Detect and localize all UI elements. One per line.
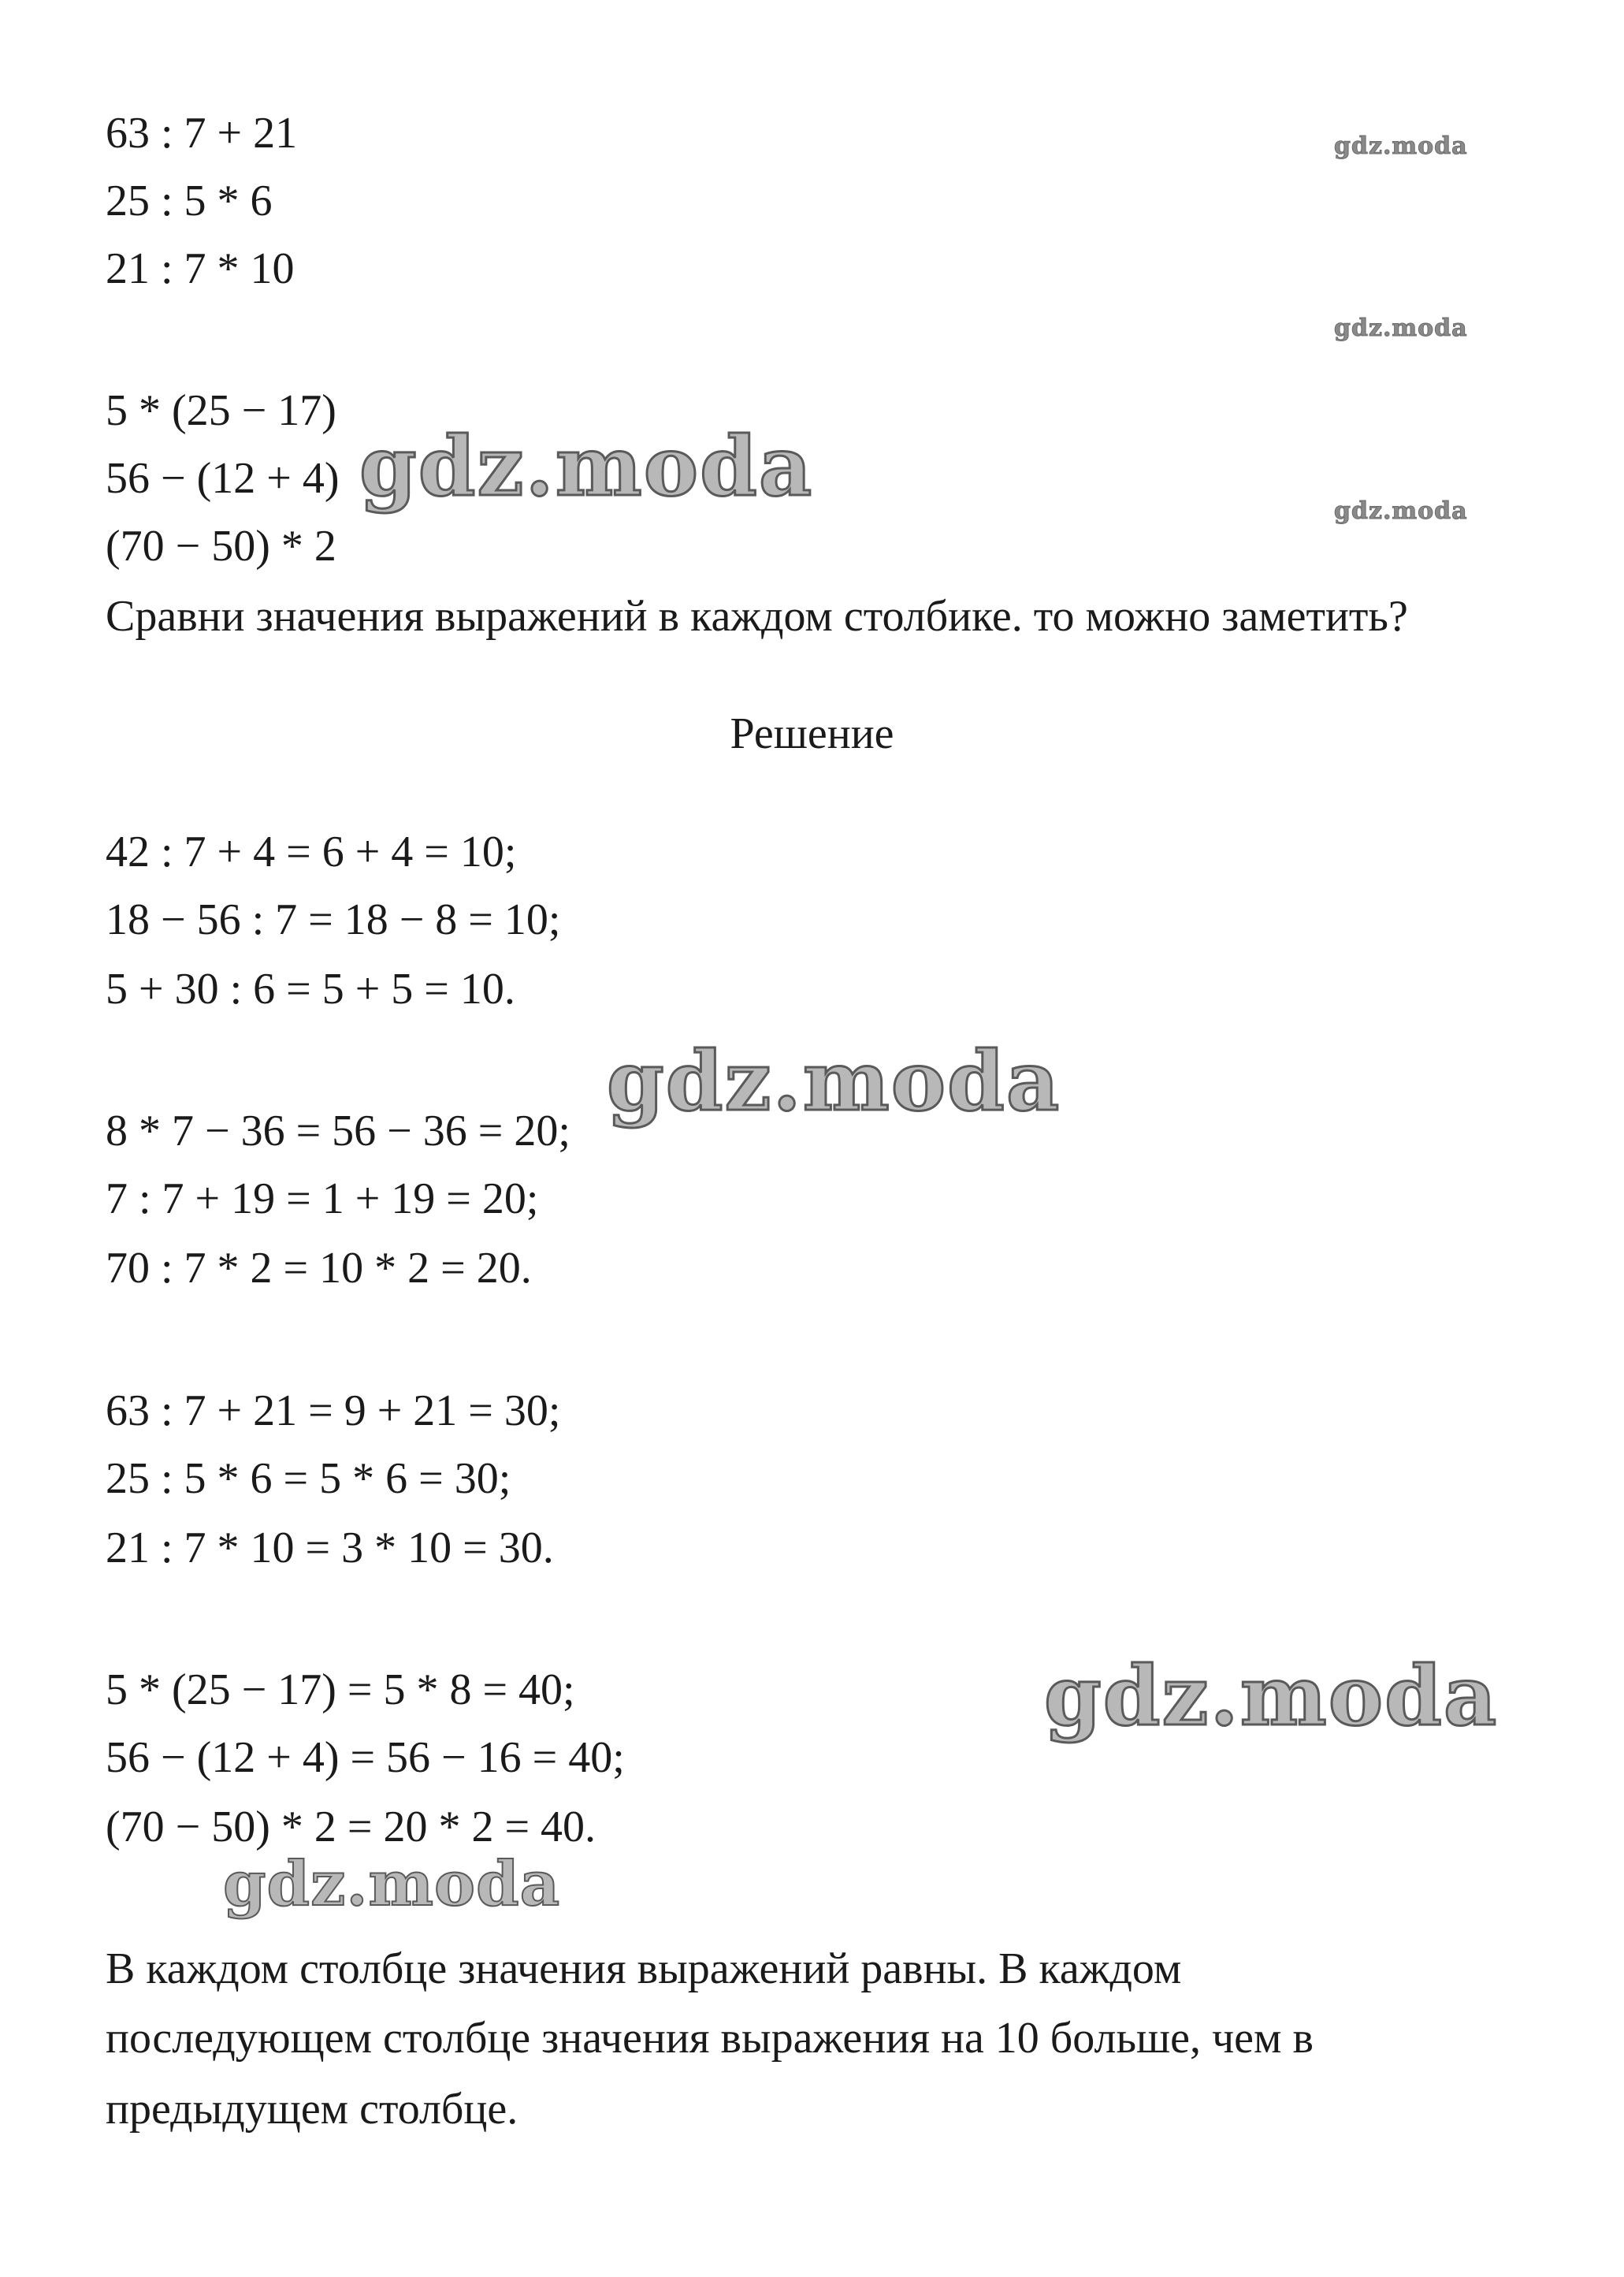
watermark: gdz.moda [359, 418, 814, 515]
solution-line: (70 − 50) * 2 = 20 * 2 = 40. [106, 1803, 596, 1851]
conclusion-line: последующем столбце значения выражения на 10 больше, чем в [106, 2014, 1314, 2063]
task-line-4: 5 * (25 − 17) [106, 386, 336, 435]
watermark: gdz.moda [607, 1032, 1061, 1129]
solution-line: 21 : 7 * 10 = 3 * 10 = 30. [106, 1524, 554, 1572]
solution-line: 63 : 7 + 21 = 9 + 21 = 30; [106, 1386, 561, 1435]
solution-line: 7 : 7 + 19 = 1 + 19 = 20; [106, 1174, 539, 1223]
solution-line: 25 : 5 * 6 = 5 * 6 = 30; [106, 1454, 511, 1503]
watermark: gdz.moda [223, 1848, 561, 1920]
solution-line: 5 * (25 − 17) = 5 * 8 = 40; [106, 1665, 575, 1714]
watermark: gdz.moda [1334, 132, 1468, 160]
task-line-5: 56 − (12 + 4) [106, 454, 340, 503]
solution-line: 56 − (12 + 4) = 56 − 16 = 40; [106, 1733, 625, 1782]
solution-line: 70 : 7 * 2 = 10 * 2 = 20. [106, 1244, 532, 1293]
task-line-6: (70 − 50) * 2 [106, 522, 336, 571]
task-question: Сравни значения выражений в каждом столбике. то можно заметить? [106, 592, 1408, 641]
task-line-2: 25 : 5 * 6 [106, 177, 273, 225]
watermark: gdz.moda [1334, 314, 1468, 342]
watermark: gdz.moda [1044, 1647, 1499, 1744]
solution-line: 42 : 7 + 4 = 6 + 4 = 10; [106, 828, 517, 876]
solution-line: 5 + 30 : 6 = 5 + 5 = 10. [106, 965, 515, 1014]
watermark: gdz.moda [1334, 497, 1468, 525]
conclusion-line: предыдущем столбце. [106, 2085, 518, 2134]
conclusion-line: В каждом столбце значения выражений равны. В каждом [106, 1944, 1182, 1993]
task-line-1: 63 : 7 + 21 [106, 109, 298, 158]
solution-line: 18 − 56 : 7 = 18 − 8 = 10; [106, 895, 561, 944]
solution-heading: Решение [730, 709, 894, 758]
task-line-3: 21 : 7 * 10 [106, 244, 295, 293]
solution-line: 8 * 7 − 36 = 56 − 36 = 20; [106, 1107, 570, 1155]
